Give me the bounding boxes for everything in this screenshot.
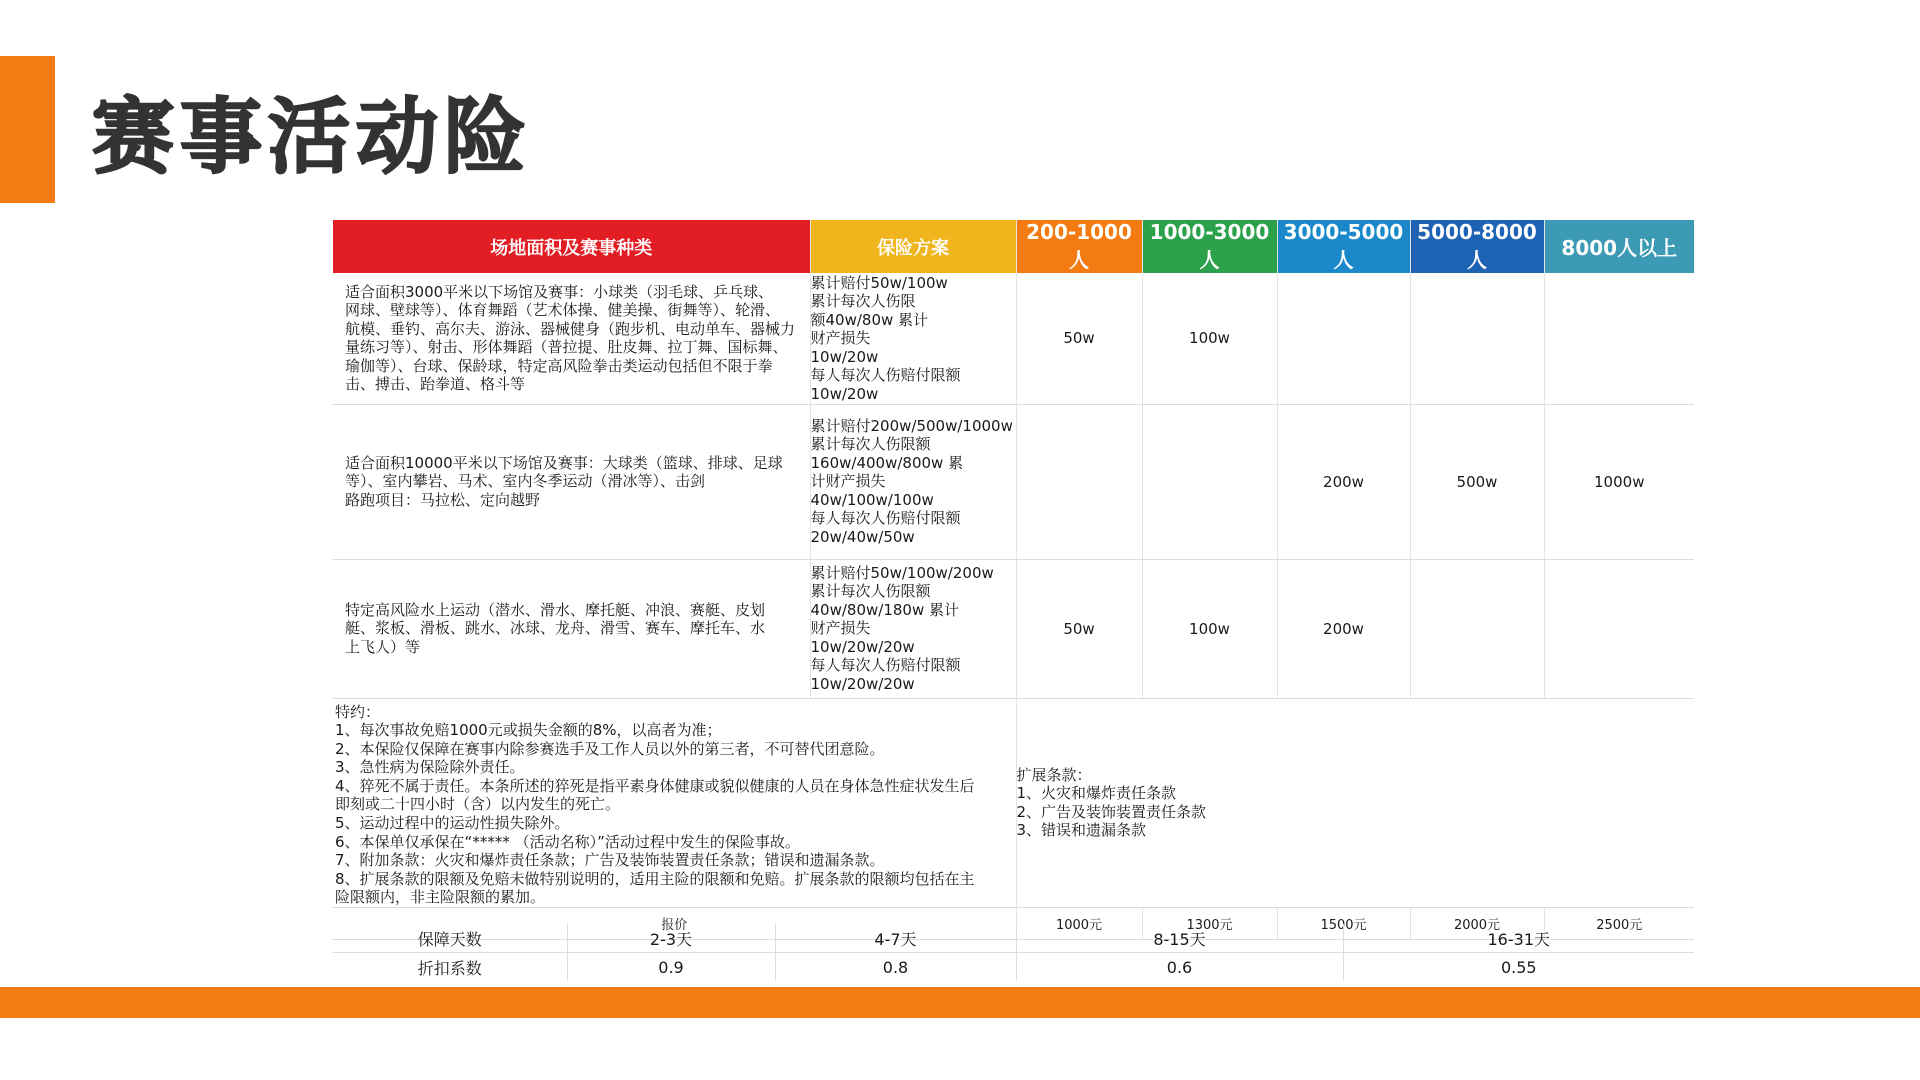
row-1-value-tier-4: [1410, 273, 1544, 404]
days-option-2: 4-7天: [775, 924, 1016, 953]
price-tier-5: 2500元: [1544, 908, 1694, 940]
factor-row: [333, 953, 1694, 982]
row-2-value-tier-4: 500w: [1410, 404, 1544, 559]
footer-accent-bar: [0, 987, 1920, 1018]
row-3-value-tier-3: 200w: [1277, 559, 1410, 698]
days-option-4: 16-31天: [1343, 924, 1694, 953]
header-tier-3: 3000-5000人: [1277, 220, 1410, 273]
row-1-plan: 累计赔付50w/100w 累计每次人伤限 额40w/80w 累计 财产损失 10w/20w 每人每次人伤赔付限额 10w/20w: [810, 273, 1016, 404]
table-row: [333, 404, 1694, 559]
row-3-value-tier-5: [1544, 559, 1694, 698]
factor-label: 折扣系数: [333, 953, 567, 982]
discount-table: [333, 924, 1694, 981]
row-1-value-tier-1: 50w: [1016, 273, 1142, 404]
price-label: 报价: [333, 908, 1016, 940]
row-2-value-tier-2: [1142, 404, 1277, 559]
table-row: [333, 273, 1694, 404]
factor-option-4: 0.55: [1500, 957, 1537, 977]
row-3-plan: 累计赔付50w/100w/200w 累计每次人伤限额 40w/80w/180w 累计 财产损失 10w/20w/20w 每人每次人伤赔付限额 10w/20w/20w: [810, 559, 1016, 698]
terms-row: [333, 698, 1694, 908]
factor-option-3: 0.6: [1016, 953, 1343, 982]
days-row: [333, 924, 1694, 953]
price-tier-2: 1300元: [1142, 908, 1277, 940]
row-2-description: 适合面积10000平米以下场馆及赛事：大球类（篮球、排球、足球 等）、室内攀岩、马术、室内冬季运动（滑冰等）、击剑 路跑项目：马拉松、定向越野: [333, 404, 810, 559]
row-3-value-tier-1: 50w: [1016, 559, 1142, 698]
page-title: 赛事活动险: [92, 90, 533, 185]
days-label: 保障天数: [333, 924, 567, 953]
title-accent-bar: [0, 56, 55, 203]
special-terms: 特约： 1、每次事故免赔1000元或损失金额的8%，以高者为准； 2、本保险仅保障在赛事内除参赛选手及工作人员以外的第三者，不可替代团意险。 3、急性病为保险除外责任。 4、猝死不属于责任。本条所述的猝死是指平素身体健康或貌似健康的人员在身体急性症状发生后 即刻或二十四小时（含）以内发生的死亡。 5、运动过程中的运动性损失除外。 6、本保单仅承保在“***** （活动名称）”活动过程中发生的保险事故。 7、附加条款：火灾和爆炸责任条款；广告及装饰装置责任条款；错误和遗漏条款。 8、扩展条款的限额及免赔未做特别说明的，适用主险的限额和免赔。扩展条款的限额均包括在主 险限额内，非主险限额的累加。: [333, 698, 1016, 908]
header-plan: 保险方案: [810, 220, 1016, 273]
header-tier-4: 5000-8000人: [1410, 220, 1544, 273]
row-2-value-tier-5: 1000w: [1544, 404, 1694, 559]
row-3-description: 特定高风险水上运动（潜水、滑水、摩托艇、冲浪、赛艇、皮划 艇、浆板、滑板、跳水、冰球、龙舟、滑雪、赛车、摩托车、水 上飞人）等: [333, 559, 810, 698]
table-row: [333, 559, 1694, 698]
row-1-value-tier-2: 100w: [1142, 273, 1277, 404]
factor-option-2: 0.8: [775, 953, 1016, 982]
row-3-value-tier-4: [1410, 559, 1544, 698]
insurance-table: [333, 220, 1694, 940]
table-header-row: [333, 220, 1694, 273]
price-tier-3: 1500元: [1277, 908, 1410, 940]
extension-terms: 扩展条款： 1、火灾和爆炸责任条款 2、广告及装饰装置责任条款 3、错误和遗漏条款: [1016, 698, 1694, 908]
days-option-3: 8-15天: [1016, 924, 1343, 953]
row-1-description: 适合面积3000平米以下场馆及赛事：小球类（羽毛球、乒乓球、 网球、壁球等）、体育舞蹈（艺术体操、健美操、街舞等）、轮滑、 航模、垂钓、高尔夫、游泳、器械健身（跑步机、电动单车、器械力 量练习等）、射击、形体舞蹈（普拉提、肚皮舞、拉丁舞、国标舞、 瑜伽等）、台球、保龄球，特定高风险拳击类运动包括但不限于拳 击、搏击、跆拳道、格斗等: [333, 273, 810, 404]
price-tier-4: 2000元: [1410, 908, 1544, 940]
header-tier-2: 1000-3000人: [1142, 220, 1277, 273]
row-2-value-tier-1: [1016, 404, 1142, 559]
header-tier-1: 200-1000人: [1016, 220, 1142, 273]
row-2-plan: 累计赔付200w/500w/1000w 累计每次人伤限额 160w/400w/800w 累 计财产损失 40w/100w/100w 每人每次人伤赔付限额 20w/40w/50w: [810, 404, 1016, 559]
days-option-1: 2-3天: [567, 924, 775, 953]
row-1-value-tier-3: [1277, 273, 1410, 404]
row-2-value-tier-3: 200w: [1277, 404, 1410, 559]
row-1-value-tier-5: [1544, 273, 1694, 404]
factor-option-1: 0.9: [567, 953, 775, 982]
row-3-value-tier-2: 100w: [1142, 559, 1277, 698]
header-tier-5: 8000人以上: [1544, 220, 1694, 273]
price-tier-1: 1000元: [1016, 908, 1142, 940]
header-venue-type: 场地面积及赛事种类: [333, 220, 810, 273]
